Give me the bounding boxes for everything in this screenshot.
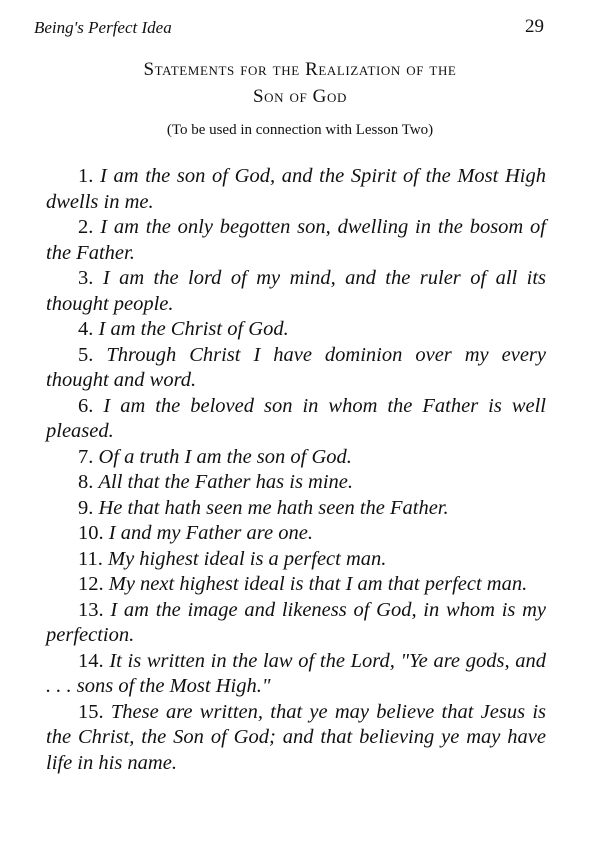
statement-number: 2. (78, 216, 94, 238)
statement-item (46, 700, 546, 777)
statement-number: 5. (78, 343, 94, 366)
statement-item (46, 215, 546, 266)
statement-text: Of a truth I am the son of God. (98, 445, 352, 468)
statement-item (46, 470, 546, 496)
statement-item (46, 445, 546, 471)
page-title-line-1: Statements for the Realization of the (143, 59, 457, 80)
statement-text: I am the only begotten son, dwelling in the bosom of the Father. (46, 216, 547, 264)
statement-text: It is written in the law of the Lord, "Ye are gods, and . . . sons of the Most High." (46, 649, 546, 697)
statement-number: 14. (78, 649, 104, 672)
statement-list (46, 164, 546, 776)
statement-number: 11. (78, 547, 103, 570)
statement-number: 10. (78, 522, 104, 544)
statement-number: 8. (78, 471, 94, 493)
statement-text: These are written, that ye may believe that Jesus is the Christ, the Son of God; and that believing ye may have life in his name. (46, 700, 547, 774)
statement-text: I am the image and likeness of God, in whom is my perfection. (46, 598, 547, 646)
running-head (34, 12, 544, 42)
statement-number: 6. (78, 394, 94, 417)
statement-item (46, 164, 546, 215)
statement-text: I am the beloved son in whom the Father is well pleased. (46, 394, 547, 442)
statement-text: I am the Christ of God. (98, 318, 289, 340)
statement-item (46, 266, 546, 317)
statement-text: All that the Father has is mine. (98, 471, 354, 493)
statement-text: My next highest ideal is that I am that perfect man. (108, 573, 528, 595)
statement-number: 12. (78, 573, 104, 595)
statement-item (46, 649, 546, 700)
statement-text: I am the son of God, and the Spirit of the Most High dwells in me. (46, 165, 546, 213)
statement-item (46, 317, 546, 343)
statement-number: 4. (78, 318, 94, 340)
statement-number: 3. (78, 267, 94, 289)
page-subtitle: (To be used in connection with Lesson Two) (166, 122, 434, 138)
page-number: 29 (525, 16, 544, 37)
statement-number: 1. (78, 165, 94, 187)
statement-text: My highest ideal is a perfect man. (108, 547, 387, 570)
statement-item (46, 572, 546, 598)
statement-text: He that hath seen me hath seen the Father. (98, 496, 449, 519)
statement-item (46, 394, 546, 445)
statement-item (46, 521, 546, 547)
statement-text: I and my Father are one. (108, 522, 313, 544)
page-title (40, 56, 560, 110)
statement-item (46, 496, 546, 522)
statement-item (46, 547, 546, 573)
statement-text: Through Christ I have dominion over my every thought and word. (46, 343, 547, 391)
statement-number: 15. (78, 700, 104, 723)
page-title-line-2: Son of God (253, 86, 347, 107)
statement-number: 9. (78, 496, 94, 519)
statement-item (46, 343, 546, 394)
running-title: Being's Perfect Idea (34, 18, 172, 37)
statement-number: 13. (78, 598, 104, 621)
statement-text: I am the lord of my mind, and the ruler of all its thought people. (46, 267, 547, 315)
statement-number: 7. (78, 445, 94, 468)
statement-item (46, 598, 546, 649)
